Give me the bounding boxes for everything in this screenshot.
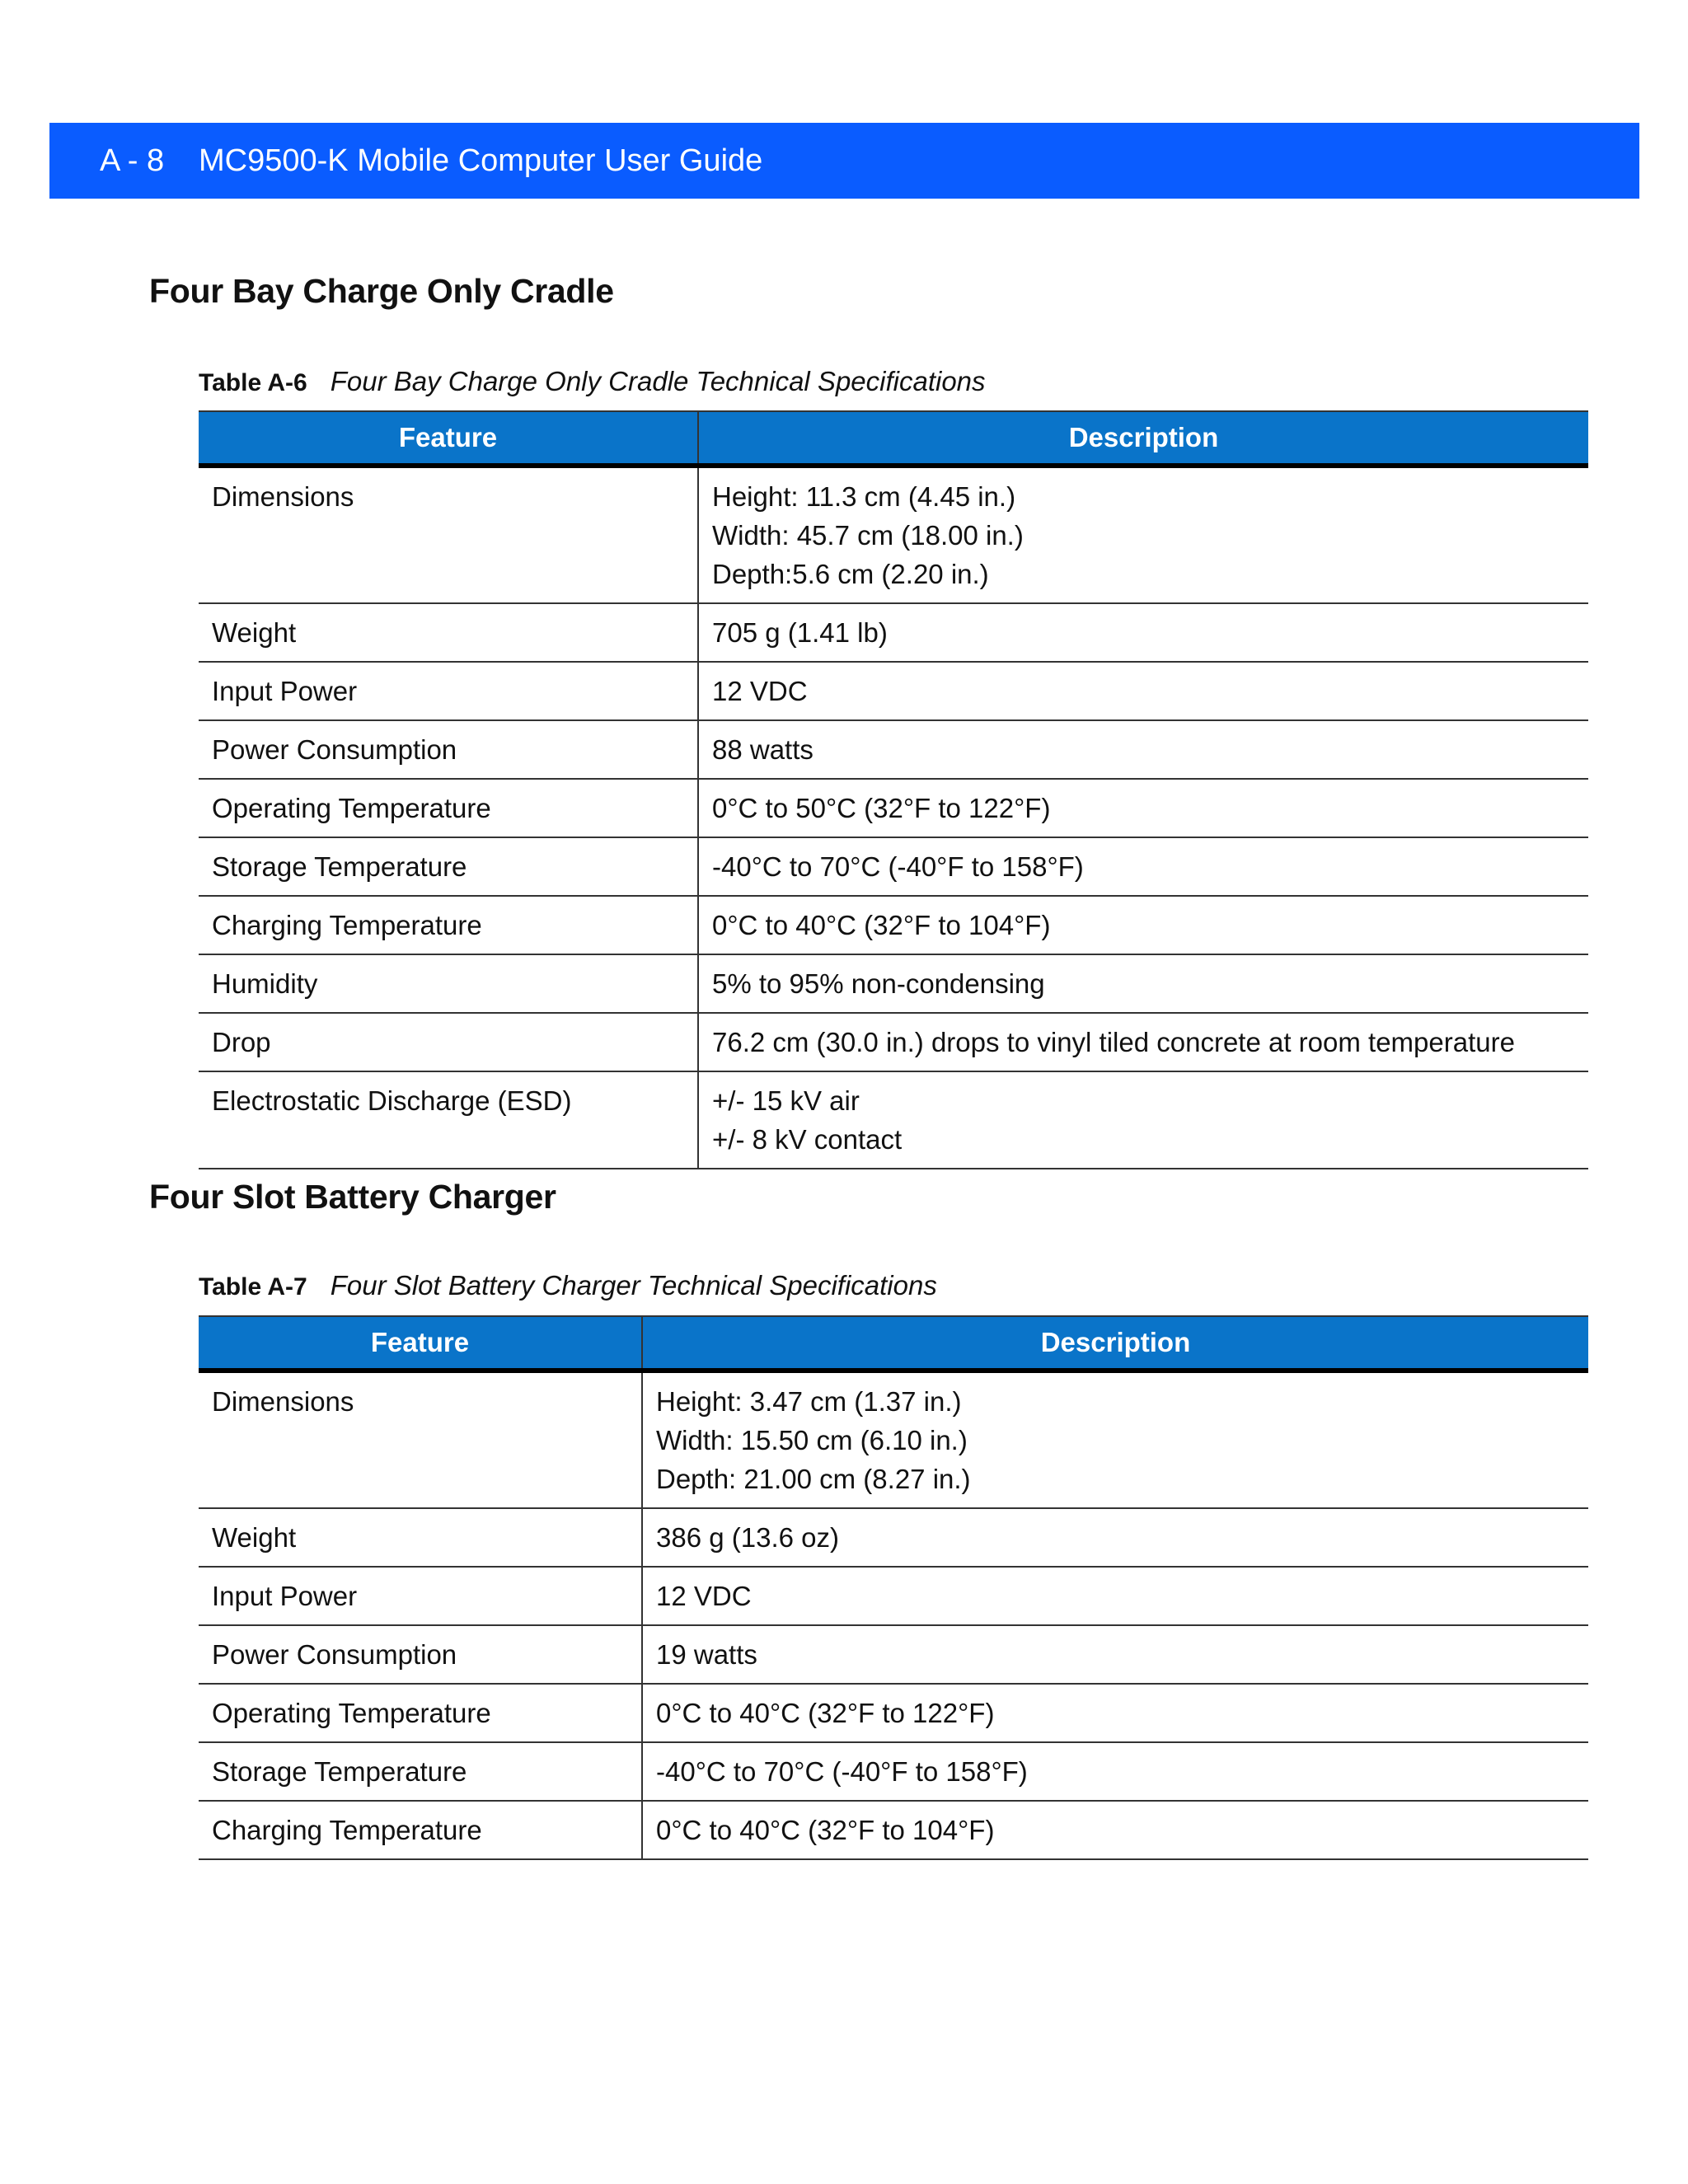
feature-cell: Dimensions: [199, 466, 698, 603]
description-line: -40°C to 70°C (-40°F to 158°F): [656, 1756, 1028, 1787]
description-line: 12 VDC: [712, 676, 808, 706]
table-caption-label: Table A-7: [199, 1273, 307, 1301]
table-row: [199, 603, 1588, 662]
description-line: Height: 11.3 cm (4.45 in.): [712, 481, 1016, 512]
description-line: Width: 15.50 cm (6.10 in.): [656, 1425, 968, 1455]
description-cell: [698, 1013, 1588, 1071]
description-line: Depth:5.6 cm (2.20 in.): [712, 559, 989, 589]
description-cell: [642, 1567, 1588, 1625]
description-line: 386 g (13.6 oz): [656, 1522, 839, 1553]
table-row: [199, 466, 1588, 603]
description-line: +/- 15 kV air: [712, 1085, 860, 1116]
description-cell: [698, 896, 1588, 954]
table-row: [199, 1567, 1588, 1625]
feature-cell: Operating Temperature: [199, 779, 698, 837]
table-row: [199, 779, 1588, 837]
feature-cell: Input Power: [199, 1567, 642, 1625]
description-line: -40°C to 70°C (-40°F to 158°F): [712, 851, 1084, 882]
feature-cell: Input Power: [199, 662, 698, 720]
description-line: 705 g (1.41 lb): [712, 617, 888, 648]
feature-cell: Drop: [199, 1013, 698, 1071]
spec-table-a6: [199, 410, 1588, 1169]
description-cell: [642, 1508, 1588, 1567]
table-caption-a7: [199, 1270, 937, 1301]
description-line: 12 VDC: [656, 1581, 752, 1611]
feature-cell: Dimensions: [199, 1371, 642, 1508]
description-cell: [642, 1801, 1588, 1859]
feature-cell: Power Consumption: [199, 1625, 642, 1684]
document-title: MC9500-K Mobile Computer User Guide: [199, 143, 763, 178]
description-cell: [698, 720, 1588, 779]
feature-cell: Electrostatic Discharge (ESD): [199, 1071, 698, 1169]
table-row: [199, 1625, 1588, 1684]
section-heading-charger: Four Slot Battery Charger: [149, 1178, 556, 1216]
description-line: 19 watts: [656, 1639, 757, 1670]
description-cell: [698, 837, 1588, 896]
feature-cell: Operating Temperature: [199, 1684, 642, 1742]
section-heading-cradle: Four Bay Charge Only Cradle: [149, 272, 614, 310]
table-row: [199, 1013, 1588, 1071]
feature-cell: Storage Temperature: [199, 1742, 642, 1801]
page-number: A - 8: [100, 143, 165, 178]
description-cell: [642, 1684, 1588, 1742]
feature-cell: Power Consumption: [199, 720, 698, 779]
description-cell: [642, 1625, 1588, 1684]
spec-table-body: [199, 466, 1588, 1169]
description-cell: [698, 466, 1588, 603]
table-caption-a6: [199, 366, 986, 397]
spec-table-a7: [199, 1315, 1588, 1860]
description-line: 76.2 cm (30.0 in.) drops to vinyl tiled concrete at room temperature: [712, 1027, 1515, 1057]
description-cell: [698, 603, 1588, 662]
table-caption-label: Table A-6: [199, 369, 307, 396]
table-row: [199, 1508, 1588, 1567]
description-line: Height: 3.47 cm (1.37 in.): [656, 1386, 962, 1417]
table-row: [199, 1742, 1588, 1801]
description-cell: [642, 1742, 1588, 1801]
table-row: [199, 1071, 1588, 1169]
table-row: [199, 954, 1588, 1013]
feature-cell: Weight: [199, 603, 698, 662]
description-line: 88 watts: [712, 734, 814, 765]
table-row: [199, 662, 1588, 720]
description-line: Width: 45.7 cm (18.00 in.): [712, 520, 1024, 551]
description-cell: [698, 954, 1588, 1013]
feature-cell: Weight: [199, 1508, 642, 1567]
table-caption-title: Four Bay Charge Only Cradle Technical Specifications: [330, 366, 986, 396]
description-line: +/- 8 kV contact: [712, 1124, 903, 1155]
description-line: 0°C to 40°C (32°F to 104°F): [656, 1815, 995, 1845]
description-cell: [698, 1071, 1588, 1169]
feature-cell: Storage Temperature: [199, 837, 698, 896]
description-line: 0°C to 40°C (32°F to 104°F): [712, 910, 1051, 940]
table-row: [199, 837, 1588, 896]
description-line: 5% to 95% non-condensing: [712, 968, 1045, 999]
column-header-feature: Feature: [199, 411, 698, 466]
description-line: 0°C to 50°C (32°F to 122°F): [712, 793, 1051, 823]
table-row: [199, 720, 1588, 779]
description-cell: [698, 779, 1588, 837]
description-line: 0°C to 40°C (32°F to 122°F): [656, 1698, 995, 1728]
spec-table-body: [199, 1371, 1588, 1859]
table-row: [199, 1371, 1588, 1508]
column-header-description: Description: [642, 1316, 1588, 1371]
table-row: [199, 1801, 1588, 1859]
feature-cell: Charging Temperature: [199, 1801, 642, 1859]
table-row: [199, 1684, 1588, 1742]
description-cell: [642, 1371, 1588, 1508]
feature-cell: Charging Temperature: [199, 896, 698, 954]
description-line: Depth: 21.00 cm (8.27 in.): [656, 1464, 971, 1494]
table-caption-title: Four Slot Battery Charger Technical Specifications: [330, 1270, 937, 1301]
page-header-bar: [49, 123, 1639, 199]
column-header-feature: Feature: [199, 1316, 642, 1371]
feature-cell: Humidity: [199, 954, 698, 1013]
column-header-description: Description: [698, 411, 1588, 466]
description-cell: [698, 662, 1588, 720]
table-row: [199, 896, 1588, 954]
